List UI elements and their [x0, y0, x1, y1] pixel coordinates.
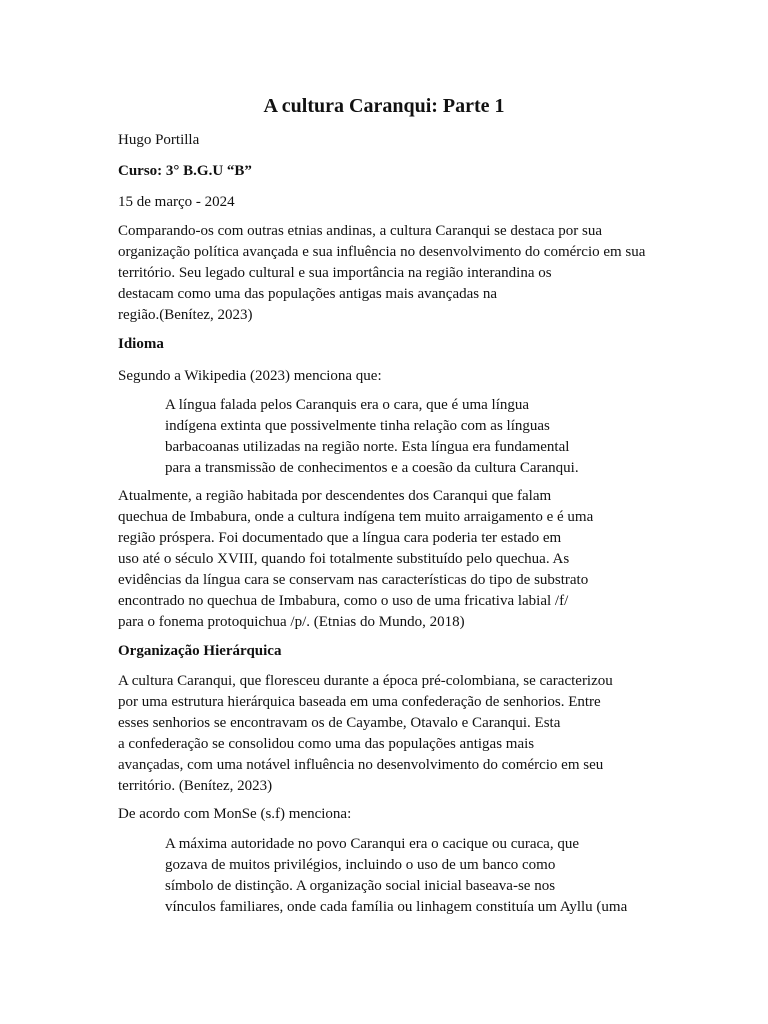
paragraph-line: A cultura Caranqui, que floresceu durante a época pré-colombiana, se caracterizou [118, 673, 613, 689]
paragraph-line: território. Seu legado cultural e sua importância na região interandina os [118, 265, 552, 281]
paragraph-line: quechua de Imbabura, onde a cultura indígena tem muito arraigamento e é uma [118, 509, 594, 525]
quote-line: A língua falada pelos Caranquis era o cara, que é uma língua [165, 397, 530, 413]
block-quote-authority [165, 834, 627, 918]
paragraph-line: Atualmente, a região habitada por descendentes dos Caranqui que falam [118, 488, 552, 504]
paragraph-line: esses senhorios se encontravam os de Cayambe, Otavalo e Caranqui. Esta [118, 715, 561, 731]
paragraph-line: por uma estrutura hierárquica baseada em uma confederação de senhorios. Entre [118, 694, 601, 710]
quote-line: gozava de muitos privilégios, incluindo o uso de um banco como [165, 857, 556, 873]
paragraph-line: encontrado no quechua de Imbabura, como o uso de uma fricativa labial /f/ [118, 593, 569, 609]
language-paragraph [118, 486, 593, 633]
paragraph-line: região.(Benítez, 2023) [118, 307, 253, 323]
paragraph-line: destacam como uma das populações antigas mais avançadas na [118, 286, 498, 302]
paragraph-line: uso até o século XVIII, quando foi totalmente substituído pelo quechua. As [118, 551, 570, 567]
wikipedia-intro: Segundo a Wikipedia (2023) menciona que: [118, 368, 382, 384]
course-label: Curso: 3° B.G.U “B” [118, 163, 252, 179]
paragraph-line: Comparando-os com outras etnias andinas, a cultura Caranqui se destaca por sua [118, 223, 603, 239]
quote-line: para a transmissão de conhecimentos e a coesão da cultura Caranqui. [165, 460, 579, 476]
document-date: 15 de março - 2024 [118, 194, 235, 210]
quote-line: símbolo de distinção. A organização social inicial baseava-se nos [165, 878, 556, 894]
author-name: Hugo Portilla [118, 132, 200, 148]
paragraph-line: organização política avançada e sua influência no desenvolvimento do comércio em sua [118, 244, 646, 260]
intro-paragraph [118, 221, 645, 326]
paragraph-line: evidências da língua cara se conservam nas características do tipo de substrato [118, 572, 589, 588]
document-title: A cultura Caranqui: Parte 1 [263, 95, 505, 117]
monse-intro: De acordo com MonSe (s.f) menciona: [118, 806, 352, 822]
quote-line: barbacoanas utilizadas na região norte. Esta língua era fundamental [165, 439, 570, 455]
block-quote-language [165, 395, 579, 479]
quote-line: indígena extinta que possivelmente tinha relação com as línguas [165, 418, 550, 434]
paragraph-line: a confederação se consolidou como uma das populações antigas mais [118, 736, 535, 752]
paragraph-line: avançadas, com uma notável influência no desenvolvimento do comércio em seu [118, 757, 604, 773]
quote-line: A máxima autoridade no povo Caranqui era o cacique ou curaca, que [165, 836, 580, 852]
heading-language: Idioma [118, 336, 164, 352]
organization-paragraph [118, 671, 613, 797]
paragraph-line: para o fonema protoquichua /p/. (Etnias do Mundo, 2018) [118, 614, 465, 630]
paragraph-line: território. (Benítez, 2023) [118, 778, 273, 794]
heading-organization: Organização Hierárquica [118, 643, 282, 659]
quote-line: vínculos familiares, onde cada família ou linhagem constituía um Ayllu (uma [165, 899, 628, 915]
paragraph-line: região próspera. Foi documentado que a língua cara poderia ter estado em [118, 530, 562, 546]
